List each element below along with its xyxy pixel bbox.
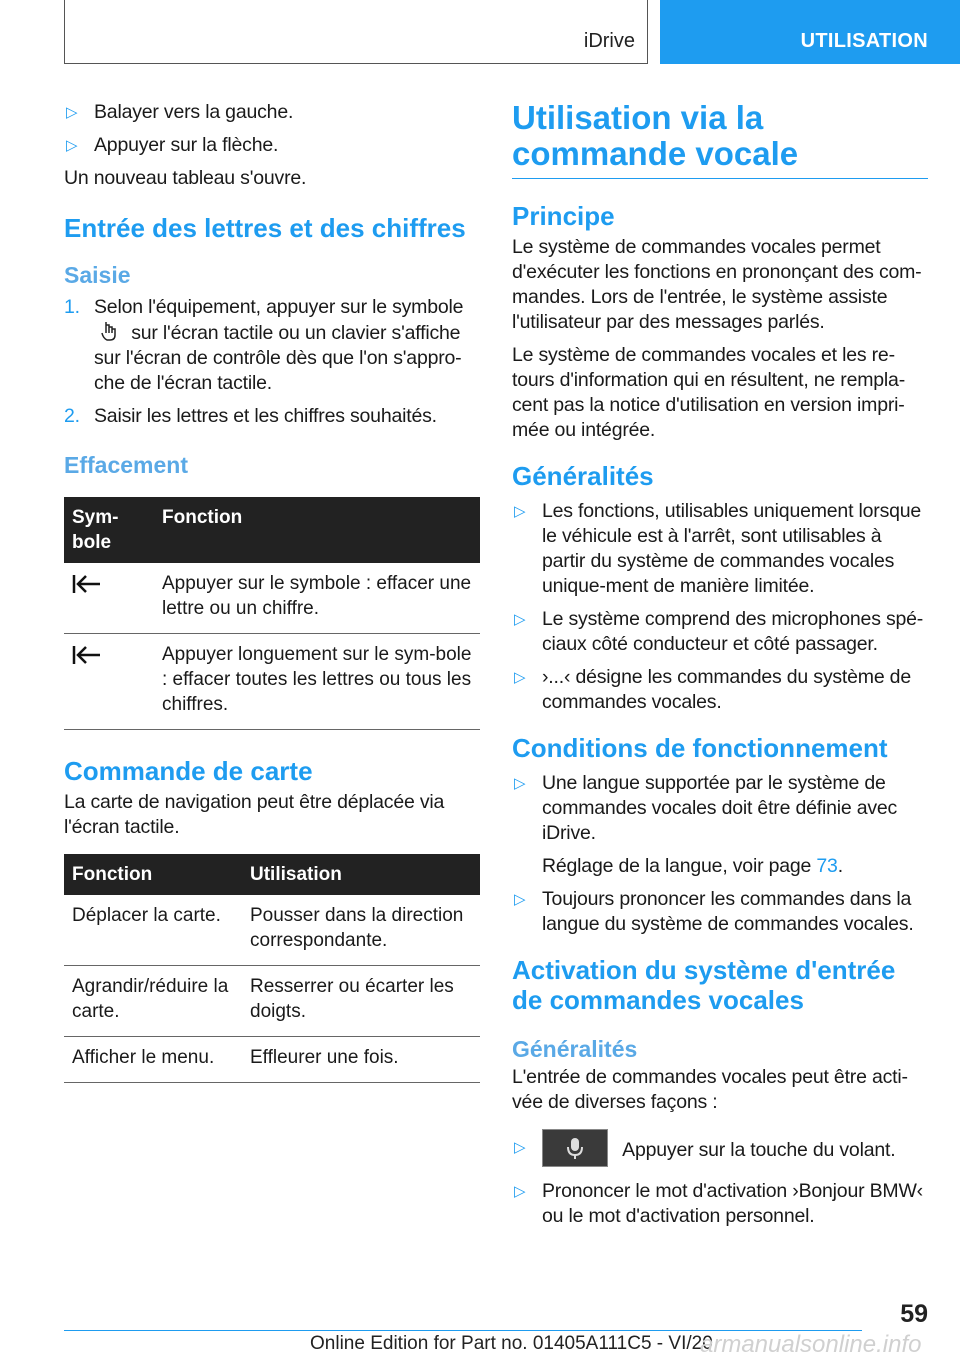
reference-text: Réglage de la langue, voir page (542, 855, 812, 877)
page-reference (512, 854, 928, 879)
header-section-box (64, 0, 648, 64)
step-text: Selon l'équipement, appuyer sur le symbole (94, 296, 464, 318)
step-2 (64, 404, 480, 429)
list-item-text: Prononcer le mot d'activation ›Bonjour BMW‹ ou le mot d'activation personnel. (542, 1180, 923, 1227)
heading-voice-command: Utilisation via la commande vocale (512, 100, 928, 179)
heading-entry: Entrée des lettres et des chiffres (64, 213, 466, 243)
list-item (512, 499, 928, 599)
list-item (512, 771, 928, 846)
table-row (64, 563, 480, 634)
heading-generalites-2: Généralités (512, 1036, 638, 1062)
watermark: armanualsonline.info (700, 1331, 922, 1358)
paragraph: Un nouveau tableau s'ouvre. (64, 167, 307, 189)
list-item-text: Balayer vers la gauche. (94, 101, 294, 123)
table-cell: Afficher le menu. (64, 1037, 242, 1083)
column-header: Fonction (64, 854, 242, 895)
microphone-button (542, 1129, 608, 1167)
step-text: sur l'écran tactile ou un clavier s'affiche sur l'écran de contrôle dès que l'on s'appro-che de l'écran tactile. (94, 322, 462, 394)
list-item (512, 607, 928, 657)
header-chapter-box (660, 0, 960, 64)
footer-edition: Online Edition for Part no. 01405A111C5 - VI/20 (310, 1333, 713, 1354)
triangle-right-icon: ▷ (514, 503, 526, 520)
table-row (64, 895, 480, 966)
step-1 (64, 295, 480, 396)
list-item-text: Appuyer sur la flèche. (94, 134, 279, 156)
paragraph: L'entrée de commandes vocales peut être acti-vée de diverses façons : (512, 1066, 908, 1113)
triangle-right-icon: ▷ (66, 104, 78, 121)
backspace-arrow-icon (72, 573, 102, 595)
triangle-right-icon: ▷ (514, 1139, 526, 1156)
right-column (512, 100, 928, 1237)
column-header: Utilisation (242, 854, 480, 895)
erase-table (64, 497, 480, 730)
step-text: Saisir les lettres et les chiffres souhaités. (94, 405, 437, 427)
table-row (64, 966, 480, 1037)
header-chapter-title: UTILISATION (800, 30, 928, 52)
triangle-right-icon: ▷ (514, 891, 526, 908)
table-cell: Agrandir/réduire la carte. (64, 966, 242, 1037)
table-header-row (64, 854, 480, 895)
triangle-right-icon: ▷ (514, 1183, 526, 1200)
header-section-title: iDrive (583, 30, 635, 52)
page-number: 59 (900, 1300, 928, 1328)
table-cell: Pousser dans la direction correspondante. (242, 895, 480, 966)
triangle-right-icon: ▷ (514, 669, 526, 686)
heading-saisie: Saisie (64, 262, 131, 288)
map-table (64, 854, 480, 1083)
left-column (64, 100, 480, 1083)
list-item-text: Le système comprend des microphones spé-ciaux côté conducteur et côté passager. (542, 608, 924, 655)
backspace-arrow-icon (72, 644, 102, 666)
hand-touch-icon (98, 320, 124, 342)
heading-map: Commande de carte (64, 756, 313, 786)
column-header: Sym-bole (64, 497, 154, 563)
table-cell: Déplacer la carte. (64, 895, 242, 966)
paragraph: La carte de navigation peut être déplacée via l'écran tactile. (64, 791, 445, 838)
table-row (64, 1037, 480, 1083)
table-cell-symbol (64, 634, 154, 730)
reference-end: . (837, 855, 843, 877)
paragraph: Le système de commandes vocales et les re-tours d'information qui en résultent, ne rempla-cent pas la notice d'utilisation en version impri-mée ou intégrée. (512, 344, 905, 441)
list-item (512, 665, 928, 715)
list-item-text: Une langue supportée par le système de commandes vocales doit être définie avec iDrive. (542, 772, 898, 844)
list-item (512, 887, 928, 937)
heading-generalites: Généralités (512, 461, 654, 491)
table-row (64, 634, 480, 730)
list-item (512, 1129, 928, 1167)
list-item-text: Toujours prononcer les commandes dans la langue du système de commandes vocales. (542, 888, 914, 935)
heading-effacement: Effacement (64, 452, 188, 478)
list-item (64, 133, 480, 158)
heading-activation: Activation du système d'entrée de commandes vocales (512, 955, 896, 1015)
triangle-right-icon: ▷ (66, 137, 78, 154)
page-link[interactable]: 73 (816, 855, 838, 877)
step-number: 1. (64, 296, 80, 318)
table-cell: Appuyer longuement sur le sym-bole : effacer toutes les lettres ou tous les chiffres. (154, 634, 480, 730)
step-number: 2. (64, 405, 80, 427)
microphone-icon (543, 1130, 607, 1166)
heading-conditions: Conditions de fonctionnement (512, 733, 888, 763)
list-item (64, 100, 480, 125)
table-header-row (64, 497, 480, 563)
heading-principe: Principe (512, 201, 615, 231)
paragraph: Le système de commandes vocales permet d'exécuter les fonctions en prononçant des com-mandes. Lors de l'entrée, le système assiste l'utilisateur par des messages parlés. (512, 236, 922, 333)
table-cell: Resserrer ou écarter les doigts. (242, 966, 480, 1037)
list-item-text: ›...‹ désigne les commandes du système de commandes vocales. (542, 666, 911, 713)
table-cell-symbol (64, 563, 154, 634)
list-item (512, 1179, 928, 1229)
table-cell: Effleurer une fois. (242, 1037, 480, 1083)
table-cell: Appuyer sur le symbole : effacer une lettre ou un chiffre. (154, 563, 480, 634)
triangle-right-icon: ▷ (514, 611, 526, 628)
list-item-text: Appuyer sur la touche du volant. (622, 1139, 896, 1161)
triangle-right-icon: ▷ (514, 775, 526, 792)
column-header: Fonction (154, 497, 480, 563)
list-item-text: Les fonctions, utilisables uniquement lorsque le véhicule est à l'arrêt, sont utilisables à partir du système de commandes vocales unique-ment de manière limitée. (542, 500, 922, 597)
